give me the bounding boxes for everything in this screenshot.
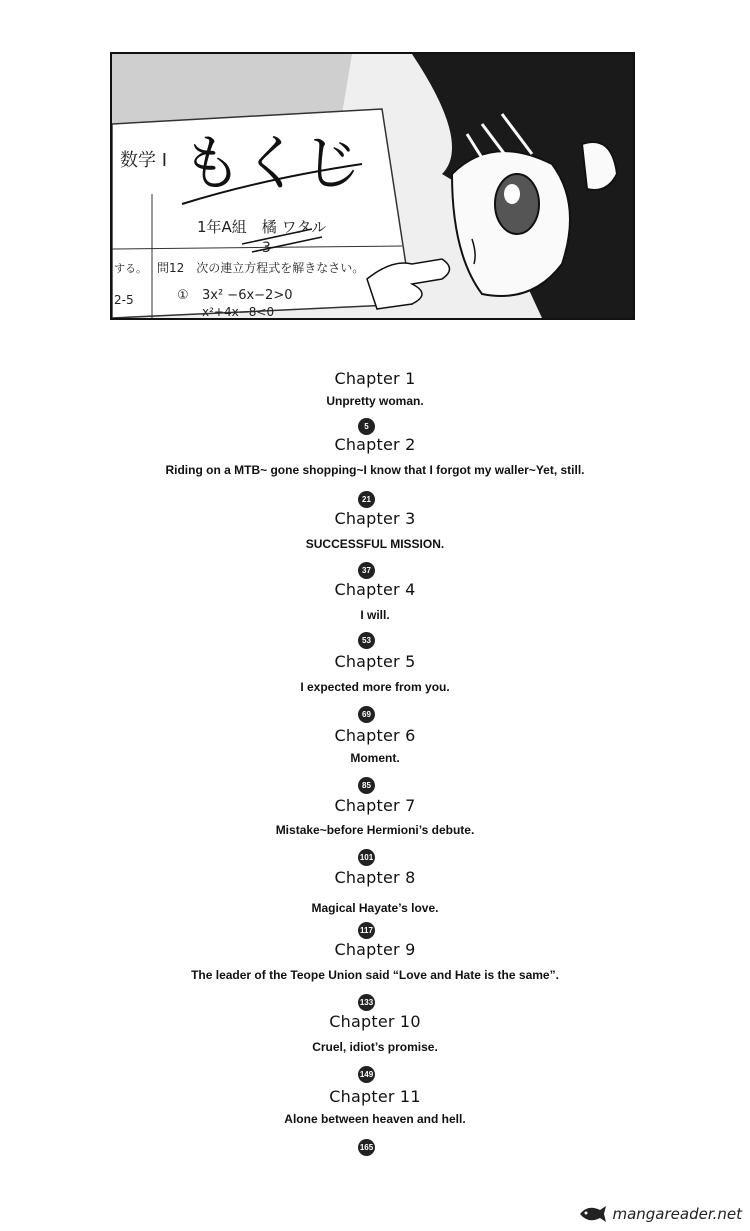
fish-logo-icon [578, 1204, 608, 1224]
chapter-title: The leader of the Teope Union said “Love and Hate is the same”. [191, 968, 559, 982]
class-name-label: 1年A組 橘 ワタル [197, 218, 327, 236]
chapter-title: I expected more from you. [300, 680, 450, 694]
watermark-text: mangareader.net [612, 1205, 742, 1223]
side-text-1: する。 [114, 262, 147, 275]
subject-label: 数学 I [120, 150, 168, 171]
equation-1: 3x² −6x−2>0 [202, 288, 293, 303]
chapter-title: Alone between heaven and hell. [284, 1112, 466, 1126]
chapter-heading: Chapter 8 [334, 868, 416, 887]
chapter-title: Riding on a MTB~ gone shopping~I know that I forgot my waller~Yet, still. [165, 463, 585, 477]
chapter-title: Magical Hayate’s love. [311, 901, 439, 915]
chapter-heading: Chapter 7 [334, 796, 416, 815]
chapter-heading: Chapter 4 [334, 580, 416, 599]
page-number-badge: 69 [358, 706, 375, 723]
chapter-heading: Chapter 10 [329, 1012, 421, 1031]
chapter-heading: Chapter 2 [334, 435, 416, 454]
page-number-badge: 53 [358, 632, 375, 649]
equation-2: x²+4x−8<0 [202, 305, 275, 318]
page-number-badge: 5 [358, 418, 375, 435]
side-text-2: 2-5 [114, 293, 134, 307]
toc-heading-handwritten: もくじ [182, 129, 362, 199]
page-number-badge: 37 [358, 562, 375, 579]
page-number-badge: 133 [358, 994, 375, 1011]
page-number-badge: 101 [358, 849, 375, 866]
chapter-heading: Chapter 3 [334, 509, 416, 528]
watermark [578, 1203, 742, 1225]
scribble-number: 3 [262, 240, 271, 256]
chapter-title: Moment. [350, 751, 400, 765]
page-number-badge: 117 [358, 922, 375, 939]
problem-number: ① [177, 288, 189, 303]
page-number-badge: 21 [358, 491, 375, 508]
chapter-title: Mistake~before Hermioni’s debute. [275, 823, 475, 837]
page-number-badge: 149 [358, 1066, 375, 1083]
chapter-heading: Chapter 9 [334, 940, 416, 959]
page-number-badge: 165 [358, 1139, 375, 1156]
chapter-heading: Chapter 6 [334, 726, 416, 745]
chapter-title: Unpretty woman. [326, 394, 424, 408]
chapter-title: SUCCESSFUL MISSION. [305, 537, 445, 551]
chapter-heading: Chapter 5 [334, 652, 416, 671]
page-number-badge: 85 [358, 777, 375, 794]
problem-label: 問12 次の連立方程式を解きなさい。 [157, 261, 365, 275]
chapter-title: I will. [360, 608, 390, 622]
chapter-heading: Chapter 11 [329, 1087, 421, 1106]
chapter-title: Cruel, idiot’s promise. [312, 1040, 438, 1054]
chapter-heading: Chapter 1 [334, 369, 416, 388]
